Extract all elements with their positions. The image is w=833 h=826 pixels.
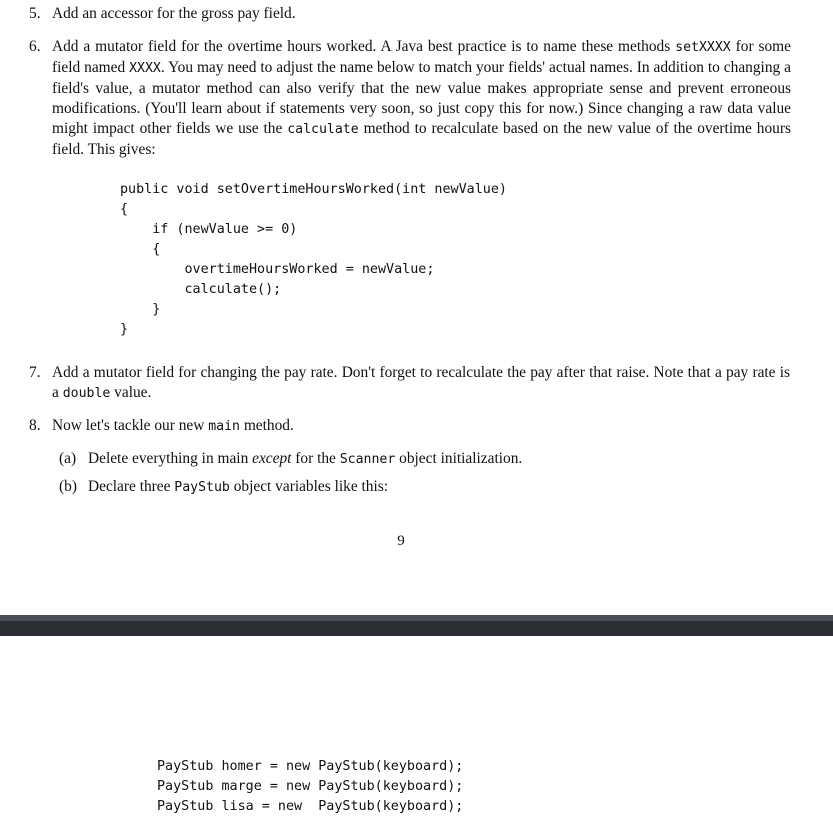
code-line: { [120, 202, 129, 217]
item-8b-code-paystub: PayStub [174, 480, 230, 495]
item-8a-text-1: Delete everything in main [88, 450, 253, 467]
item-6-paragraph [52, 37, 791, 160]
item-8a-text-2: for the [291, 450, 340, 467]
item-8a-label: (a) [59, 450, 77, 467]
page-separator-shade [0, 615, 833, 621]
code-line: } [120, 302, 161, 317]
item-8a-paragraph [88, 449, 788, 470]
item-6-number: 6. [29, 38, 41, 55]
item-7-code-double: double [62, 386, 111, 401]
item-8-code-main: main [208, 419, 240, 434]
item-8-number: 8. [29, 417, 41, 434]
code-line: overtimeHoursWorked = newValue; [120, 262, 435, 277]
item-6-code-setxxxx: setXXXX [675, 40, 731, 55]
item-6-text-2: for some field named [52, 38, 791, 76]
item-8b-label: (b) [59, 478, 77, 495]
item-8-text-2: method. [239, 417, 294, 434]
item-7-paragraph [52, 363, 790, 404]
code-line: calculate(); [120, 282, 282, 297]
item-5-number: 5. [29, 5, 41, 22]
item-6-text-4: method to recalculate based on the new value of the overtime hours field. This gives: [52, 120, 791, 158]
item-8-paragraph [52, 416, 792, 437]
item-8a-emphasis: except [252, 450, 292, 467]
item-7-text-2: value. [110, 384, 152, 401]
code-line: public void setOvertimeHoursWorked(int newValue) [120, 182, 507, 197]
item-5-text: Add an accessor for the gross pay field. [52, 5, 296, 22]
item-7-text-1: Add a mutator field for changing the pay rate. Don't forget to recalculate the pay after that raise. Note that a pay rate is a [52, 364, 790, 401]
item-6-code-calculate: calculate [287, 122, 359, 137]
item-8b-paragraph [88, 477, 788, 498]
code-line: } [120, 322, 129, 337]
item-6-text-1: Add a mutator field for the overtime hours worked. A Java best practice is to name these methods [52, 38, 671, 55]
item-8-text-1: Now let's tackle our new [52, 417, 209, 434]
item-8a-code-scanner: Scanner [339, 452, 396, 467]
item-8b-text-2: object variables like this: [229, 478, 389, 495]
pdf-page-10 [0, 636, 833, 826]
item-8a-text-3: object initialization. [395, 450, 523, 467]
item-7-number: 7. [29, 364, 41, 381]
code-line: { [120, 242, 161, 257]
page-separator [0, 615, 833, 636]
item-8b-text-1: Declare three [88, 478, 175, 495]
page-number: 9 [397, 533, 405, 549]
item-6-code-xxxx: XXXX [129, 61, 161, 76]
code-line: PayStub homer = new PayStub(keyboard); [157, 759, 464, 774]
code-line: if (newValue >= 0) [120, 222, 298, 237]
item-6-text-3: . You may need to adjust the name below to match your fields' actual names. In addition to changing a field's value, a mutator method can also verify that the new value makes appropriate sense and prevent erroneous modifications. (You'll learn about if statements very soon, so just copy this for now.) Since changing a raw data value might impact other fields we use the [52, 59, 791, 137]
code-line: PayStub lisa = new PayStub(keyboard); [157, 799, 464, 814]
code-line: PayStub marge = new PayStub(keyboard); [157, 779, 464, 794]
